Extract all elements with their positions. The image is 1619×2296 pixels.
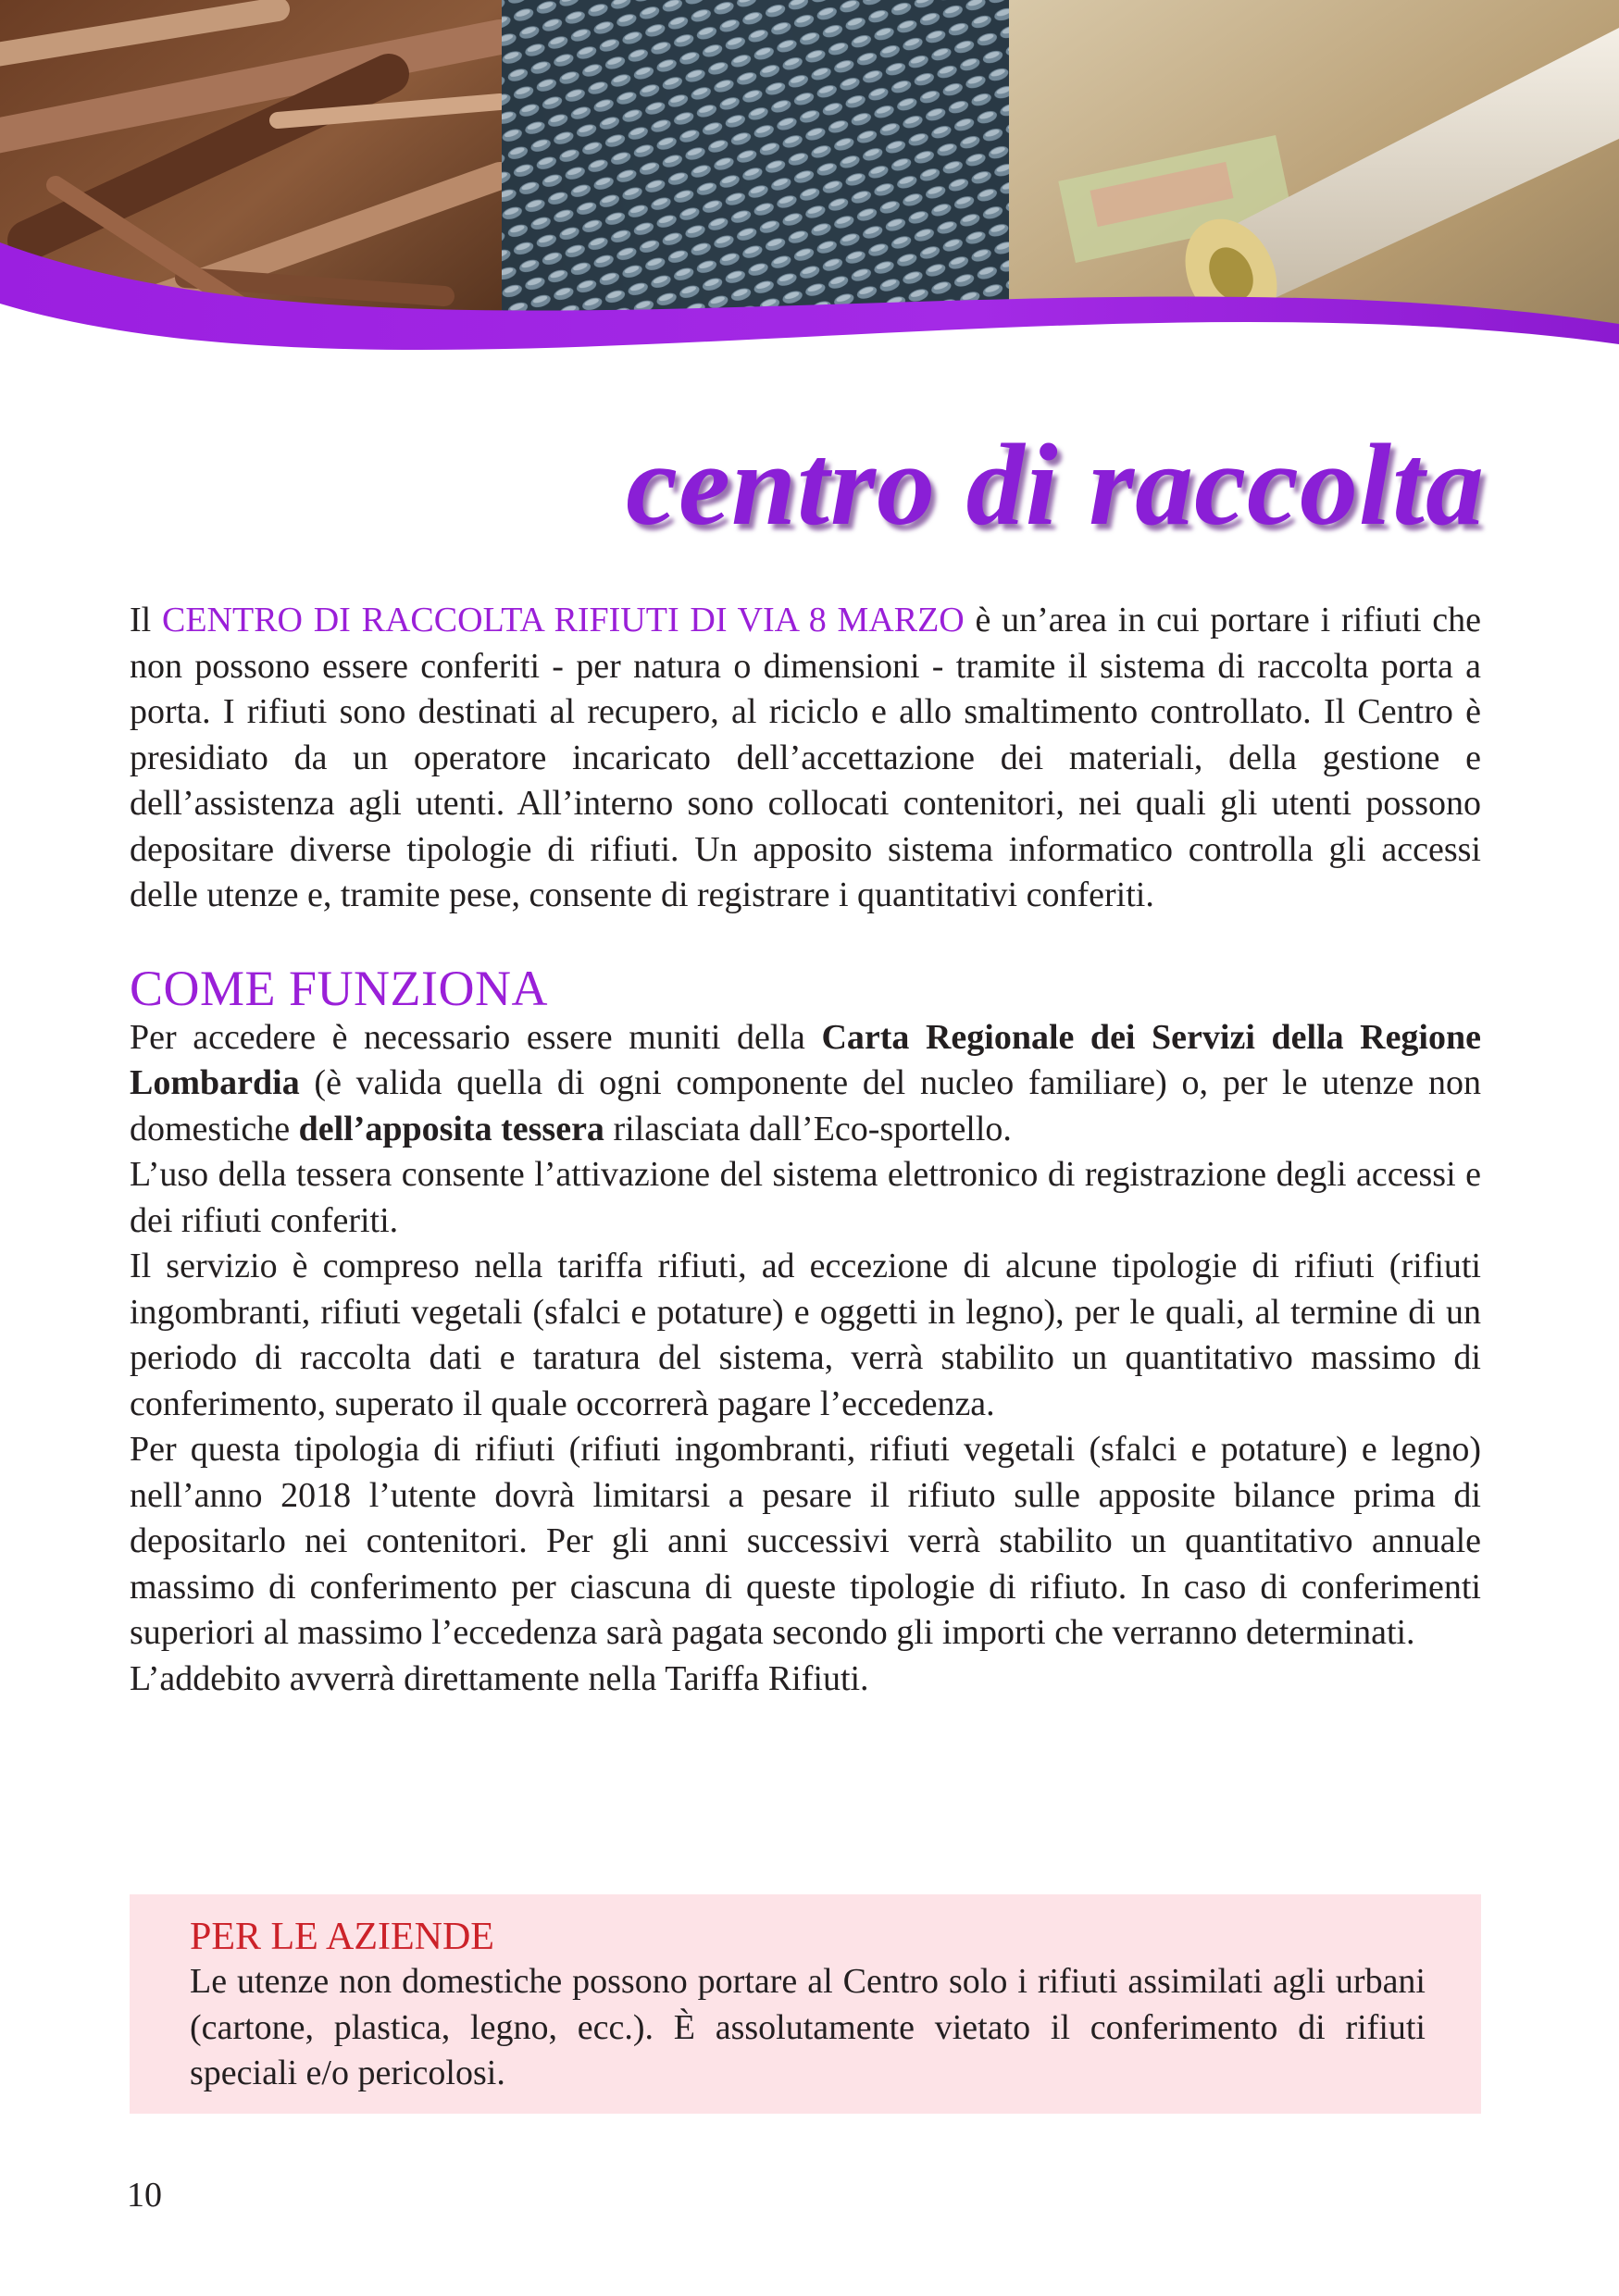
tariff-paragraph: Il servizio è compreso nella tariffa rifiuti, ad eccezione di alcune tipologie di rifiuti (rifiuti ingombranti, rifiuti vegetali (sfalci e potature) e oggetti in legno), per le quali, al termine di un periodo di raccolta dati e taratura del sistema, verrà stabilito un quantitativo massimo di conferimento, superato il quale occorrerà pagare l’eccedenza.: [130, 1247, 1481, 1423]
business-notice-title: PER LE AZIENDE: [190, 1916, 494, 1958]
page-title: centro di raccolta: [626, 421, 1485, 550]
regional-card: Carta Regionale dei Servizi della Regione Lombardia: [130, 1017, 1481, 1102]
page-number: 10: [127, 2176, 162, 2215]
header-banner: [0, 0, 1619, 407]
business-notice-text: Le utenze non domestiche possono portare al Centro solo i rifiuti assimilati agli urbani (cartone, plastica, legno, ecc.). È assolutamente vietato il conferimento di rifiuti speciali e/o pericolosi.: [190, 1962, 1426, 2092]
business-card: dell’apposita tessera: [298, 1109, 604, 1148]
weighing-paragraph: Per questa tipologia di rifiuti (rifiuti ingombranti, rifiuti vegetali (sfalci e potature) e legno) nell’anno 2018 l’utente dovrà limitarsi a pesare il rifiuto sulle apposite bilance prima di depositarlo nei contenitori. Per gli anni successivi verrà stabilito un quantitativo annuale massimo di conferimento per ciascuna di queste tipologie di rifiuto. In caso di conferimenti superiori al massimo l’eccedenza sarà pagata secondo gli importi che verranno determinati.: [130, 1430, 1481, 1652]
facility-name: CENTRO DI RACCOLTA RIFIUTI DI VIA 8 MARZO: [161, 601, 965, 639]
main-content: [130, 598, 1481, 1702]
intro-paragraph: Il CENTRO DI RACCOLTA RIFIUTI DI VIA 8 MARZO è un’area in cui portare i rifiuti che non possono essere conferiti - per natura o dimensioni - tramite il sistema di raccolta porta a porta. I rifiuti sono destinati al recupero, al riciclo e allo smaltimento controllato. Il Centro è presidiato da un operatore incaricato dell’accettazione dei materiali, della gestione e dell’assistenza agli utenti. All’interno sono collocati contenitori, nei quali gli utenti possono depositare diverse tipologie di rifiuti. Un apposito sistema informatico controlla gli accessi delle utenze e, tramite pese, consente di registrare i quantitativi conferiti.: [130, 601, 1482, 914]
business-notice-box: [130, 1894, 1481, 2114]
access-paragraph: Per accedere è necessario essere muniti della Carta Regionale dei Servizi della Regione Lombardia (è valida quella di ogni componente del nucleo familiare) o, per le utenze non domestiche dell’apposita tessera rilasciata dall’Eco-sportello.: [130, 1017, 1481, 1148]
section-heading: COME FUNZIONA: [130, 960, 548, 1016]
billing-paragraph: L’addebito avverrà direttamente nella Tariffa Rifiuti.: [130, 1658, 869, 1698]
card-usage-paragraph: L’uso della tessera consente l’attivazione del sistema elettronico di registrazione degli accessi e dei rifiuti conferiti.: [130, 1155, 1481, 1240]
